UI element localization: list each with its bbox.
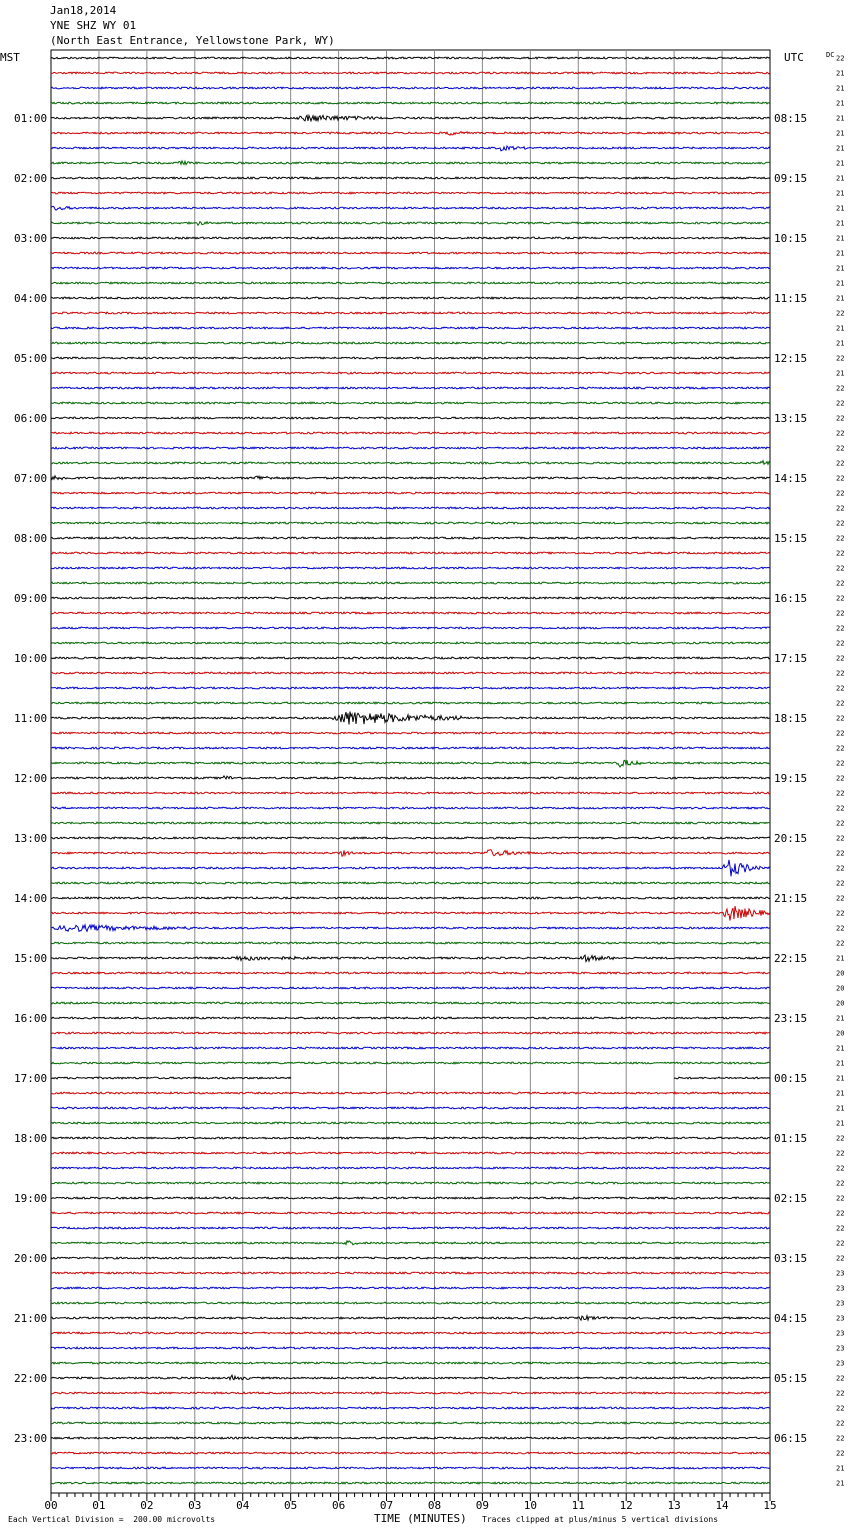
dc-offset-value: 21 [836,69,845,78]
seismic-trace [51,476,770,480]
seismic-trace [51,1047,770,1049]
x-tick-label: 14 [715,1499,729,1512]
seismic-trace [51,1362,770,1364]
seismic-trace [51,132,770,136]
seismic-trace [51,1017,770,1019]
dc-offset-value: 21 [836,339,845,348]
seismic-trace [51,1302,770,1304]
dc-offset-value: 22 [836,804,845,813]
dc-offset-value: 22 [836,594,845,603]
seismic-trace [51,642,770,644]
seismic-trace [51,807,770,809]
dc-offset-value: 22 [836,474,845,483]
dc-offset-value: 22 [836,774,845,783]
utc-hour-label: 21:15 [774,892,808,905]
seismic-trace [51,732,770,734]
seismic-trace [51,461,770,465]
seismic-trace [51,597,770,599]
seismic-trace [51,822,770,824]
dc-offset-value: 22 [836,1449,845,1458]
dc-offset-value: 22 [836,459,845,468]
seismic-trace [51,1437,770,1439]
seismic-trace [51,1375,770,1380]
dc-offset-value: 22 [836,1179,845,1188]
mst-hour-label: 17:00 [14,1072,48,1085]
x-tick-label: 11 [571,1499,585,1512]
dc-offset-value: 21 [836,279,845,288]
seismic-trace [51,1392,770,1394]
dc-offset-value: 22 [836,714,845,723]
seismic-trace [51,882,770,884]
seismic-trace [51,342,770,344]
dc-offset-value: 21 [836,324,845,333]
seismic-trace [51,627,770,629]
dc-offset-value: 21 [836,294,845,303]
seismic-trace [51,1287,770,1289]
x-axis-title: TIME (MINUTES) [374,1512,467,1525]
dc-offset-value: 21 [836,954,845,963]
dc-offset-value: 22 [836,1149,845,1158]
seismic-trace [51,747,770,749]
utc-hour-label: 18:15 [774,712,808,725]
seismic-trace [51,987,770,989]
dc-offset-value: 20 [836,999,845,1008]
dc-offset-value: 21 [836,219,845,228]
seismic-trace [51,522,770,524]
seismic-trace [51,327,770,329]
dc-offset-value: 21 [836,1464,845,1473]
dc-offset-value: 22 [836,624,845,633]
dc-offset-value: 21 [836,1479,845,1488]
seismic-trace [51,1152,770,1154]
dc-label: DC [826,51,835,59]
mst-hour-label: 12:00 [14,772,48,785]
seismic-trace [51,1347,770,1349]
seismic-trace [51,161,770,165]
dc-offset-value: 22 [836,789,845,798]
dc-offset-value: 22 [836,1434,845,1443]
dc-offset-value: 22 [836,1209,845,1218]
x-tick-label: 10 [523,1499,537,1512]
seismic-trace [51,507,770,509]
dc-offset-value: 22 [836,879,845,888]
dc-offset-value: 20 [836,969,845,978]
clipping-note: Traces clipped at plus/minus 5 vertical divisions [482,1515,719,1524]
seismic-trace [51,567,770,569]
seismic-trace [51,1257,770,1259]
seismic-trace [51,222,770,226]
dc-offset-value: 22 [836,939,845,948]
mst-hour-label: 10:00 [14,652,48,665]
x-tick-label: 00 [44,1499,58,1512]
seismic-trace [51,237,770,239]
utc-hour-label: 04:15 [774,1312,808,1325]
seismic-trace [51,552,770,554]
dc-offset-value: 20 [836,984,845,993]
x-tick-label: 05 [284,1499,298,1512]
seismic-trace [51,87,770,89]
mst-hour-label: 09:00 [14,592,48,605]
utc-hour-label: 02:15 [774,1192,808,1205]
dc-offset-value: 22 [836,834,845,843]
seismic-trace [51,1137,770,1139]
dc-offset-value: 22 [836,444,845,453]
dc-offset-value: 21 [836,234,845,243]
seismic-trace [51,1077,291,1079]
dc-offset-value: 21 [836,1119,845,1128]
utc-hour-label: 12:15 [774,352,808,365]
dc-offset-value: 23 [836,1284,845,1293]
utc-hour-label: 00:15 [774,1072,808,1085]
dc-offset-value: 23 [836,1344,845,1353]
dc-offset-value: 21 [836,189,845,198]
seismic-trace [51,582,770,584]
dc-offset-value: 21 [836,174,845,183]
seismic-trace [51,1212,770,1214]
dc-offset-value: 22 [836,639,845,648]
dc-offset-value: 22 [836,849,845,858]
mst-hour-label: 06:00 [14,412,48,425]
dc-offset-value: 22 [836,1239,845,1248]
seismic-trace [51,1197,770,1199]
dc-offset-value: 22 [836,924,845,933]
seismic-trace [51,297,770,299]
utc-hour-label: 01:15 [774,1132,808,1145]
mst-hour-label: 08:00 [14,532,48,545]
x-tick-label: 13 [667,1499,681,1512]
dc-offset-value: 22 [836,1164,845,1173]
seismic-trace [51,206,770,210]
seismic-trace [51,537,770,539]
seismic-trace [51,1107,770,1109]
seismic-trace [51,897,770,899]
dc-offset-value: 22 [836,729,845,738]
dc-offset-value: 23 [836,1269,845,1278]
x-tick-label: 07 [379,1499,394,1512]
dc-offset-value: 21 [836,159,845,168]
dc-offset-value: 22 [836,894,845,903]
mst-hour-label: 21:00 [14,1312,48,1325]
dc-offset-value: 22 [836,654,845,663]
dc-offset-value: 20 [836,1029,845,1038]
seismic-trace [51,387,770,389]
mst-hour-label: 18:00 [14,1132,48,1145]
dc-offset-value: 21 [836,369,845,378]
seismic-trace [51,1062,770,1064]
utc-hour-label: 16:15 [774,592,808,605]
seismic-trace [51,1227,770,1229]
station-code: YNE SHZ WY 01 [50,19,137,32]
dc-offset-value: 21 [836,1059,845,1068]
dc-offset-value: 22 [836,1134,845,1143]
dc-offset-value: 22 [836,54,845,63]
x-tick-label: 04 [236,1499,250,1512]
dc-offset-value: 22 [836,744,845,753]
vertical-division-note: Each Vertical Division = 200.00 microvolts [8,1515,216,1524]
dc-offset-value: 23 [836,1314,845,1323]
dc-offset-value: 21 [836,1014,845,1023]
utc-hour-label: 19:15 [774,772,808,785]
seismic-trace [51,1467,770,1469]
dc-offset-value: 22 [836,1419,845,1428]
dc-offset-value: 22 [836,1374,845,1383]
seismic-trace [51,1316,770,1320]
dc-offset-value: 22 [836,309,845,318]
seismic-trace [51,850,770,856]
utc-hour-label: 17:15 [774,652,808,665]
dc-offset-value: 22 [836,429,845,438]
utc-hour-label: 13:15 [774,412,808,425]
dc-offset-value: 22 [836,1194,845,1203]
dc-offset-value: 21 [836,1104,845,1113]
mst-hour-label: 16:00 [14,1012,48,1025]
dc-offset-value: 22 [836,1389,845,1398]
utc-hour-label: 20:15 [774,832,808,845]
x-tick-label: 09 [475,1499,490,1512]
dc-offset-value: 22 [836,519,845,528]
seismic-trace [51,972,770,974]
seismic-trace [51,792,770,794]
mst-hour-label: 20:00 [14,1252,48,1265]
seismic-trace [51,837,770,839]
seismic-trace [51,1452,770,1454]
utc-axis-label: UTC [784,51,804,64]
seismic-trace [51,57,770,59]
dc-offset-value: 22 [836,699,845,708]
seismic-trace [51,177,770,179]
dc-offset-value: 21 [836,1074,845,1083]
seismic-trace [51,1092,770,1094]
x-tick-label: 03 [188,1499,202,1512]
seismic-trace [51,402,770,404]
dc-offset-value: 22 [836,399,845,408]
x-tick-label: 12 [619,1499,633,1512]
seismic-trace [51,432,770,434]
dc-offset-value: 21 [836,144,845,153]
utc-hour-label: 05:15 [774,1372,808,1385]
seismic-trace [51,942,770,944]
seismic-trace [51,1032,770,1034]
seismic-trace [51,612,770,614]
dc-offset-value: 22 [836,564,845,573]
seismic-trace [51,267,770,269]
dc-offset-value: 22 [836,864,845,873]
seismic-trace [51,492,770,494]
dc-offset-value: 21 [836,84,845,93]
dc-offset-value: 22 [836,1254,845,1263]
mst-hour-label: 23:00 [14,1432,48,1445]
mst-hour-label: 19:00 [14,1192,48,1205]
dc-offset-value: 22 [836,684,845,693]
dc-offset-value: 23 [836,1359,845,1368]
seismic-trace [51,657,770,659]
seismic-trace [51,146,770,151]
mst-hour-label: 11:00 [14,712,48,725]
dc-offset-value: 22 [836,579,845,588]
dc-offset-value: 23 [836,1299,845,1308]
mst-hour-label: 14:00 [14,892,48,905]
seismic-trace [51,192,770,194]
utc-hour-label: 06:15 [774,1432,808,1445]
mst-hour-label: 22:00 [14,1372,48,1385]
dc-offset-value: 22 [836,609,845,618]
dc-offset-value: 21 [836,1044,845,1053]
dc-offset-value: 22 [836,669,845,678]
dc-offset-value: 21 [836,114,845,123]
dc-offset-value: 21 [836,249,845,258]
dc-offset-value: 21 [836,204,845,213]
record-date: Jan18,2014 [50,4,117,17]
dc-offset-value: 22 [836,504,845,513]
seismic-trace [51,925,770,932]
dc-offset-value: 21 [836,1089,845,1098]
mst-hour-label: 07:00 [14,472,48,485]
dc-offset-value: 21 [836,99,845,108]
dc-offset-value: 22 [836,1224,845,1233]
utc-hour-label: 08:15 [774,112,808,125]
mst-axis-label: MST [0,51,20,64]
seismic-trace [51,115,770,121]
mst-hour-label: 02:00 [14,172,48,185]
seismic-trace [51,1122,770,1124]
seismic-trace [51,1167,770,1169]
seismic-trace [51,672,770,674]
seismic-trace [51,1002,770,1004]
seismic-trace [51,760,770,767]
seismic-trace [51,1182,770,1184]
utc-hour-label: 22:15 [774,952,808,965]
dc-offset-value: 22 [836,549,845,558]
utc-hour-label: 14:15 [774,472,808,485]
dc-offset-value: 22 [836,489,845,498]
seismic-trace [51,1332,770,1334]
utc-hour-label: 09:15 [774,172,808,185]
dc-offset-value: 22 [836,819,845,828]
seismic-trace [51,417,770,419]
seismic-trace [51,702,770,704]
x-tick-label: 06 [331,1499,346,1512]
dc-offset-value: 21 [836,264,845,273]
seismic-trace [51,1241,770,1245]
dc-offset-value: 22 [836,354,845,363]
dc-offset-value: 22 [836,759,845,768]
mst-hour-label: 01:00 [14,112,48,125]
seismic-trace [51,282,770,284]
seismic-trace [51,312,770,314]
utc-hour-label: 23:15 [774,1012,808,1025]
seismic-trace [51,1272,770,1274]
mst-hour-label: 15:00 [14,952,48,965]
seismic-trace [51,252,770,254]
x-tick-label: 15 [763,1499,777,1512]
x-tick-label: 08 [427,1499,442,1512]
dc-offset-value: 22 [836,534,845,543]
dc-offset-value: 22 [836,1404,845,1413]
seismic-trace [51,1482,770,1484]
dc-offset-value: 22 [836,414,845,423]
seismic-trace [51,776,770,779]
seismic-trace [51,1407,770,1409]
plot-frame [51,50,770,1493]
seismic-trace [51,955,770,961]
dc-offset-value: 23 [836,1329,845,1338]
dc-offset-value: 21 [836,129,845,138]
utc-hour-label: 15:15 [774,532,808,545]
seismic-trace [51,906,770,920]
utc-hour-label: 03:15 [774,1252,808,1265]
seismic-trace [51,860,770,877]
seismic-trace [51,712,770,725]
mst-hour-label: 03:00 [14,232,48,245]
mst-hour-label: 04:00 [14,292,48,305]
seismic-trace [51,1422,770,1424]
dc-offset-value: 22 [836,909,845,918]
seismic-trace [51,102,770,104]
mst-hour-label: 13:00 [14,832,48,845]
seismic-trace [51,72,770,74]
seismic-trace [51,372,770,374]
mst-hour-label: 05:00 [14,352,48,365]
x-tick-label: 02 [140,1499,154,1512]
utc-hour-label: 10:15 [774,232,808,245]
seismic-trace [51,447,770,449]
station-location: (North East Entrance, Yellowstone Park, WY) [50,34,335,47]
utc-hour-label: 11:15 [774,292,808,305]
seismic-trace [51,357,770,359]
x-tick-label: 01 [92,1499,106,1512]
seismic-trace [51,687,770,689]
dc-offset-value: 22 [836,384,845,393]
